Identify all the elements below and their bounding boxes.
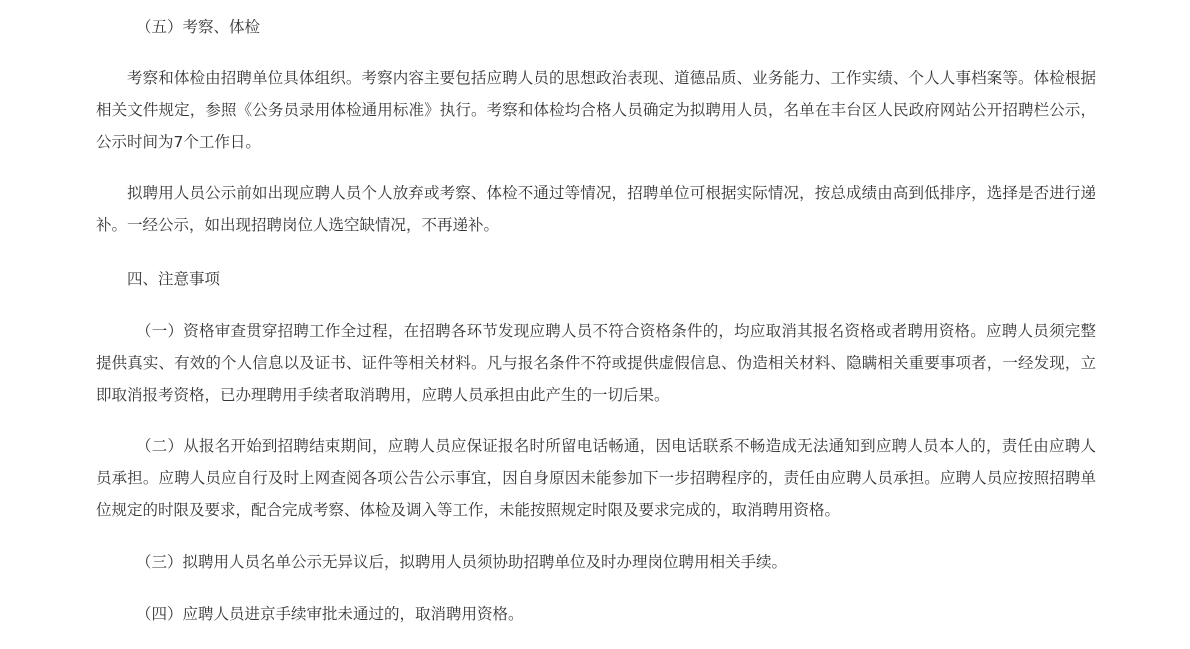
paragraph-note-4: （四）应聘人员进京手续审批未通过的，取消聘用资格。: [136, 605, 524, 623]
paragraph-substitution: 拟聘用人员公示前如出现应聘人员个人放弃或考察、体检不通过等情况，招聘单位可根据实际情况，按总成绩由高到低排序，选择是否进行递补。一经公示，如出现招聘岗位人选空缺情况，不再递补。: [96, 184, 1096, 234]
paragraph-note-2: （二）从报名开始到招聘结束期间，应聘人员应保证报名时所留电话畅通，因电话联系不畅造成无法通知到应聘人员本人的，责任由应聘人员承担。应聘人员应自行及时上网查阅各项公告公示事宜，因自身原因未能参加下一步招聘程序的，责任由应聘人员承担。应聘人员应按照招聘单位规定的时限及要求，配合完成考察、体检及调入等工作，未能按照规定时限及要求完成的，取消聘用资格。: [96, 437, 1096, 519]
paragraph-note-1: （一）资格审查贯穿招聘工作全过程，在招聘各环节发现应聘人员不符合资格条件的，均应取消其报名资格或者聘用资格。应聘人员须完整提供真实、有效的个人信息以及证书、证件等相关材料。凡与报名条件不符或提供虚假信息、伪造相关材料、隐瞒相关重要事项者，一经发现，立即取消报考资格，已办理聘用手续者取消聘用，应聘人员承担由此产生的一切后果。: [96, 322, 1096, 404]
subsection-heading-inspection: （五）考察、体检: [136, 18, 261, 36]
paragraph-note-3: （三）拟聘用人员名单公示无异议后，拟聘用人员须协助招聘单位及时办理岗位聘用相关手续。: [136, 553, 788, 571]
paragraph-inspection-details: 考察和体检由招聘单位具体组织。考察内容主要包括应聘人员的思想政治表现、道德品质、业务能力、工作实绩、个人人事档案等。体检根据相关文件规定，参照《公务员录用体检通用标准》执行。考察和体检均合格人员确定为拟聘用人员，名单在丰台区人民政府网站公开招聘栏公示，公示时间为7个工作日。: [96, 69, 1096, 151]
section-heading-notes: 四、注意事项: [127, 270, 221, 288]
